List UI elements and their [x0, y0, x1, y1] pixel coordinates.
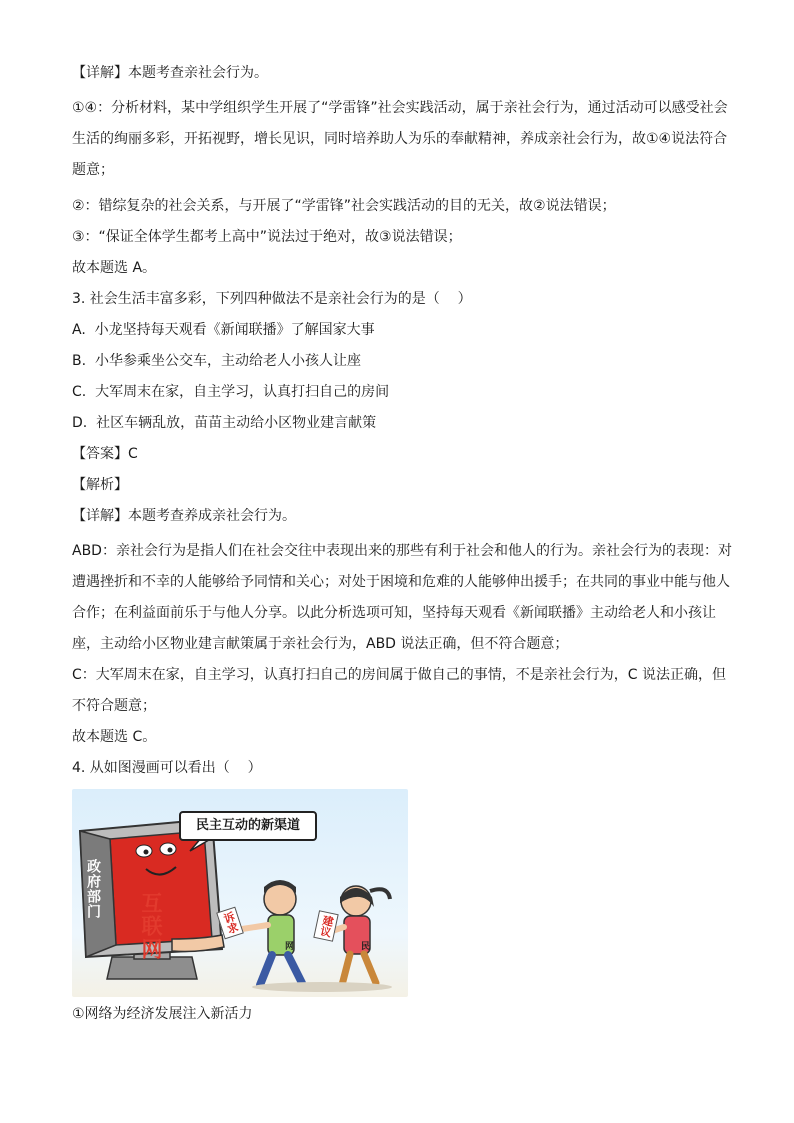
screen-label: 互联网 — [139, 892, 163, 961]
monitor-side-label: 政府部门 — [85, 859, 101, 919]
question-stem: 3. 社会生活丰富多彩，下列四种做法不是亲社会行为的是（ ） — [72, 291, 472, 307]
text-line: ③：“保证全体学生都考上高中”说法过于绝对，故③说法错误； — [72, 229, 462, 245]
option-1: ①网络为经济发展注入新活力 — [72, 1006, 253, 1022]
speech-bubble: 民主互动的新渠道 — [179, 811, 317, 841]
text-line: ①④：分析材料，某中学组织学生开展了“学雷锋”社会实践活动，属于亲社会行为，通过活动可以感受社会生活的绚丽多彩，开拓视野，增长见识，同时培养助人为乐的奉献精神，养成亲社会行为，故①④说法符合题意； — [72, 100, 728, 178]
text-line: 【详解】本题考查亲社会行为。 — [72, 65, 268, 81]
shirt-label-right: 民 — [361, 942, 371, 952]
comic-image — [72, 789, 408, 997]
paper-tag-left: 诉求 — [216, 907, 244, 940]
question-stem: 4. 从如图漫画可以看出（ ） — [72, 760, 262, 776]
text-line: C：大军周末在家，自主学习，认真打扫自己的房间属于做自己的事情，不是亲社会行为，C 说法正确，但不符合题意； — [72, 667, 726, 714]
text-line: 故本题选 A。 — [72, 260, 157, 276]
answer-label: 【答案】C — [72, 446, 138, 462]
shirt-label-left: 网 — [285, 942, 295, 952]
text-line: ABD：亲社会行为是指人们在社会交往中表现出来的那些有利于社会和他人的行为。亲社会行为的表现：对遭遇挫折和不幸的人能够给予同情和关心；对处于困境和危难的人能够伸出援手；在共同的事业中能与他人合作；在利益面前乐于与他人分享。以此分析选项可知，坚持每天观看《新闻联播》主动给老人和小孩让座，主动给小区物业建言献策属于亲社会行为，ABD 说法正确，但不符合题意； — [72, 543, 732, 652]
text-line: 【详解】本题考查养成亲社会行为。 — [72, 508, 296, 524]
option-c: C. 大军周末在家，自主学习，认真打扫自己的房间 — [72, 384, 390, 400]
option-d: D. 社区车辆乱放，苗苗主动给小区物业建言献策 — [72, 415, 377, 431]
text-line: ②：错综复杂的社会关系，与开展了“学雷锋”社会实践活动的目的无关，故②说法错误； — [72, 198, 616, 214]
text-line: 故本题选 C。 — [72, 729, 157, 745]
analysis-label: 【解析】 — [72, 477, 128, 493]
option-a: A. 小龙坚持每天观看《新闻联播》了解国家大事 — [72, 322, 375, 338]
option-b: B. 小华参乘坐公交车，主动给老人小孩人让座 — [72, 353, 361, 369]
document-content — [72, 62, 732, 1034]
paper-tag-right: 建议 — [313, 910, 338, 942]
